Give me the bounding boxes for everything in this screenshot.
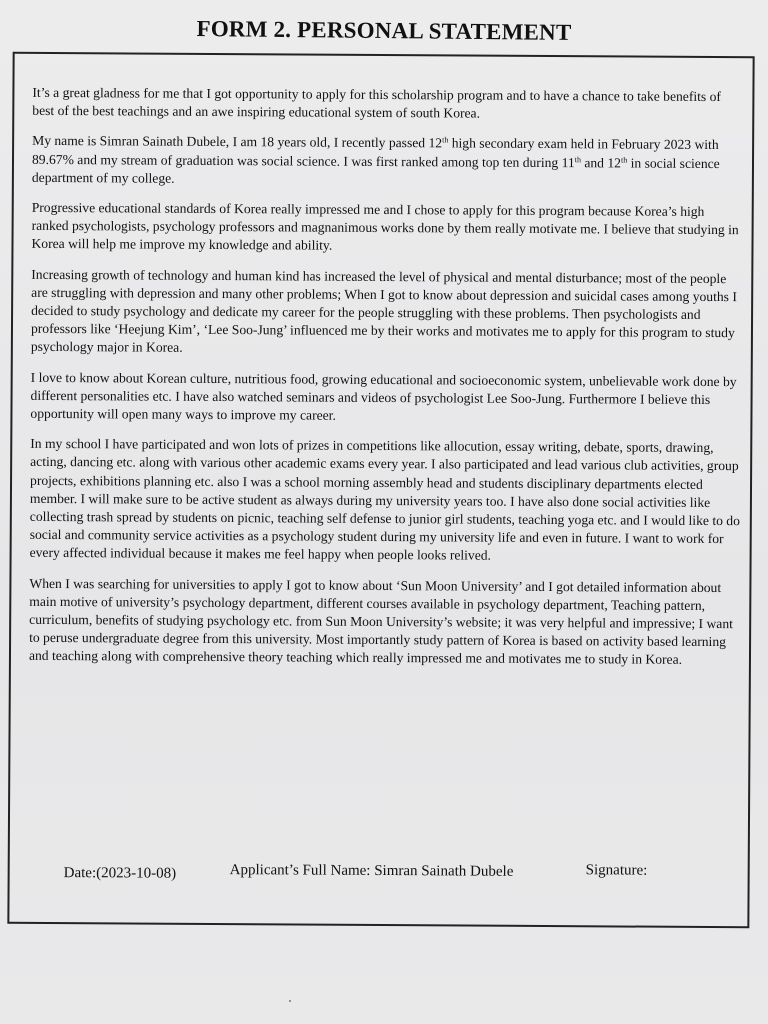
statement-paragraph (30, 435, 743, 567)
statement-box (7, 52, 754, 929)
paragraph-text: high secondary exam held in February 2023 with 89.67% and my stream of graduation was social science. I was first ranked among top ten during 11 (31, 135, 719, 170)
paragraph-text: I love to know about Korean culture, nutritious food, growing educational and socioeconomic system, unbelievable work done by different personalities etc. I have also watched seminars and videos of psychologist Lee Soo-Jung. Furthermore I believe this opportunity will open many ways to improve my career. (30, 369, 737, 423)
ordinal-superscript: th (574, 154, 582, 164)
statement-paragraph (31, 265, 744, 360)
ordinal-superscript: th (442, 135, 449, 145)
paragraph-text: It’s a great gladness for me that I got opportunity to apply for this scholarship program and to have a chance to take benefits of best of the best teachings and an awe inspiring educational system of south Korea. (32, 84, 722, 121)
statement-paragraph (32, 132, 744, 191)
ordinal-superscript: th (620, 155, 628, 165)
paragraph-text: Increasing growth of technology and human kind has increased the level of physical and mental disturbance; most of the people are struggling with depression and many other problems; When I got to know about depression and suicidal cases among youths I decided to study psychology and dedicate my career for the people struggling with these problems. Then psychologists and professors like ‘Heejung Kim’, ‘Lee Soo-Jung’ influenced me by their works and motivates me to apply for this program to study psychology major in Korea. (30, 266, 737, 356)
form-title: FORM 2. PERSONAL STATEMENT (196, 16, 572, 45)
paragraph-text: Progressive educational standards of Korea really impressed me and I chose to apply for this program because Korea’s high ranked psychologists, psychology professors and magnanimous works done by them really motivate me. I believe that studying in Korea will help me improve my knowledge and ability. (31, 199, 739, 254)
paragraph-text: In my school I have participated and won lots of prizes in competitions like allocution, essay writing, debate, sports, drawing, acting, dancing etc. along with various other academic exams every year. I also participated and lead various club activities, group projects, exhibitions planning etc. also I was a school morning assembly head and students disciplinary departments elected member. I will make sure to be active student as always during my university years too. I have also done social activities like collecting trash spread by students on picnic, teaching self defense to junior girl students, teaching yoga etc. and I would like to do social and community service activities as a psychology student during my university life and even in future. I want to work for every affected individual because it makes me feel happy when people looks relived. (29, 436, 740, 564)
paper-speck (289, 1000, 291, 1002)
applicant-name-field: Applicant’s Full Name: Simran Sainath Dubele (229, 862, 514, 880)
statement-paragraph (30, 368, 742, 427)
statement-body (29, 84, 745, 682)
statement-paragraph (31, 199, 743, 258)
date-field: Date:(2023-10-08) (63, 865, 177, 882)
paragraph-text: and 12 (580, 154, 622, 171)
paragraph-text: My name is Simran Sainath Dubele, I am 18 years old, I recently passed 12 (32, 133, 443, 151)
statement-paragraph (29, 575, 742, 670)
paragraph-text: When I was searching for universities to apply I got to know about ‘Sun Moon University’ and I got detailed information about main motive of university’s psychology department, different courses available in psychology department, Teaching pattern, curriculum, benefits of studying psychology etc. from Sun Moon University’s website; it was very helpful and impressive; I want to peruse undergraduate degree from this university. Most importantly study pattern of Korea is based on activity based learning and teaching along with comprehensive theory teaching which really impressed me and motivates me to study in Korea. (28, 575, 733, 668)
statement-paragraph (32, 84, 744, 125)
signature-label: Signature: (585, 862, 648, 879)
footer-row (64, 859, 704, 887)
paragraph-text: in social science department of my college. (31, 155, 720, 186)
